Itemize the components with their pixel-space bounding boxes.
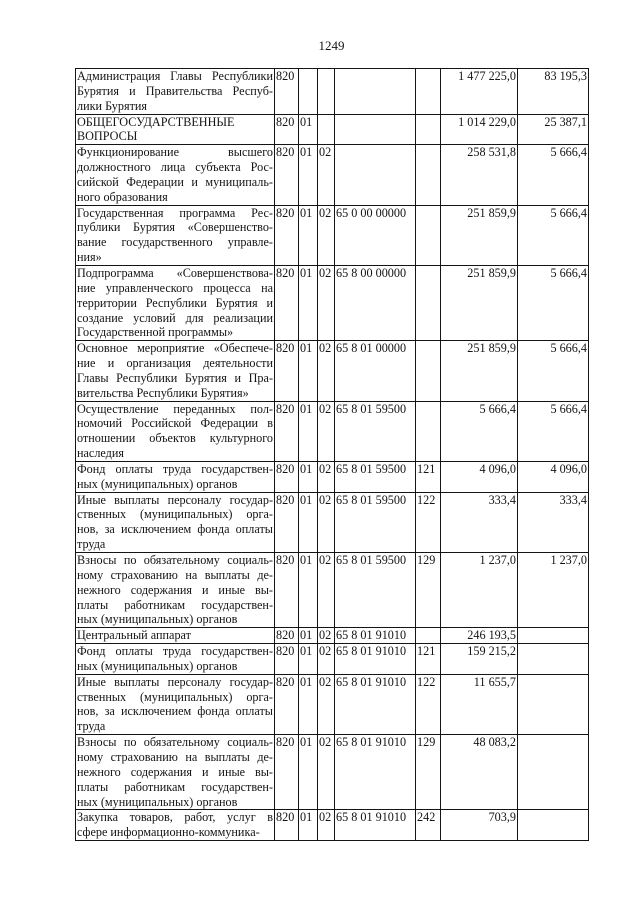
admin-code-cell: 820 (275, 265, 299, 340)
subsection-cell (318, 114, 335, 145)
expense-type-cell: 122 (416, 674, 441, 734)
subsection-cell: 02 (318, 810, 335, 841)
subsection-cell: 02 (318, 644, 335, 675)
item-name-line: наследия (77, 446, 125, 461)
expense-type-cell: 121 (416, 644, 441, 675)
item-name-line: ных (муниципальных) органов (77, 476, 238, 491)
amount-cell: 1 237,0 (441, 553, 518, 628)
section-cell: 01 (299, 644, 318, 675)
admin-code-cell: 820 (275, 205, 299, 265)
expense-type-cell: 129 (416, 553, 441, 628)
target-article-cell (335, 114, 416, 145)
expense-type-cell: 121 (416, 461, 441, 492)
item-name-line: вание государственного управле- (77, 235, 273, 250)
amount-cell: 48 083,2 (441, 735, 518, 810)
expense-type-cell (416, 401, 441, 461)
section-cell: 01 (299, 492, 318, 552)
amount-cell: 251 859,9 (441, 265, 518, 340)
section-cell: 01 (299, 265, 318, 340)
item-name-line: Взносы по обязательному социаль- (77, 735, 273, 750)
amount-cell: 1 477 225,0 (441, 69, 518, 115)
item-name-line: ных (муниципальных) органов (77, 612, 238, 627)
item-name-cell (76, 205, 275, 265)
table-row (76, 401, 589, 461)
table-row (76, 735, 589, 810)
item-name-line: ному страхованию на выплаты де- (77, 749, 273, 764)
item-name-line: сфере информационно-коммуника- (77, 825, 260, 840)
item-name-line: труда (77, 537, 106, 552)
amount2-cell (518, 628, 589, 644)
admin-code-cell: 820 (275, 114, 299, 145)
amount-cell: 258 531,8 (441, 145, 518, 205)
table-row (76, 553, 589, 628)
amount2-cell (518, 674, 589, 734)
item-name-line: Иные выплаты персоналу государ- (77, 492, 273, 507)
subsection-cell: 02 (318, 205, 335, 265)
item-name-line: нежного содержания и иные вы- (77, 764, 273, 779)
table-row (76, 628, 589, 644)
target-article-cell: 65 8 01 91010 (335, 735, 416, 810)
item-name-line: Центральный аппарат (77, 628, 191, 643)
amount2-cell: 5 666,4 (518, 401, 589, 461)
subsection-cell: 02 (318, 492, 335, 552)
expense-type-cell (416, 205, 441, 265)
amount2-cell: 5 666,4 (518, 145, 589, 205)
table-row (76, 145, 589, 205)
admin-code-cell: 820 (275, 644, 299, 675)
item-name-cell (76, 401, 275, 461)
budget-table (75, 68, 589, 841)
amount-cell: 251 859,9 (441, 341, 518, 401)
target-article-cell: 65 8 01 91010 (335, 810, 416, 841)
section-cell: 01 (299, 145, 318, 205)
amount-cell: 11 655,7 (441, 674, 518, 734)
amount2-cell: 5 666,4 (518, 265, 589, 340)
admin-code-cell: 820 (275, 735, 299, 810)
item-name-cell (76, 145, 275, 205)
subsection-cell: 02 (318, 265, 335, 340)
item-name-cell (76, 341, 275, 401)
item-name-cell (76, 644, 275, 675)
amount2-cell (518, 735, 589, 810)
subsection-cell: 02 (318, 553, 335, 628)
item-name-line: сийской Федерации и муниципаль- (77, 174, 273, 189)
table-row (76, 205, 589, 265)
target-article-cell (335, 69, 416, 115)
table-row (76, 114, 589, 145)
item-name-line: ВОПРОСЫ (77, 129, 138, 144)
item-name-line: должностного лица субъекта Рос- (77, 160, 273, 175)
item-name-line: Функционирование высшего (77, 145, 273, 160)
table-row (76, 69, 589, 115)
item-name-cell (76, 114, 275, 145)
item-name-line: нов, за исключением фонда оплаты (77, 522, 273, 537)
item-name-line: нежного содержания и иные вы- (77, 582, 273, 597)
page-number: 1249 (318, 38, 345, 53)
amount2-cell: 1 237,0 (518, 553, 589, 628)
subsection-cell: 02 (318, 145, 335, 205)
table-row (76, 461, 589, 492)
item-name-line: ных (муниципальных) органов (77, 658, 238, 673)
item-name-line: территории Республики Бурятия и (77, 295, 273, 310)
expense-type-cell (416, 628, 441, 644)
expense-type-cell: 129 (416, 735, 441, 810)
section-cell: 01 (299, 114, 318, 145)
target-article-cell: 65 8 01 91010 (335, 674, 416, 734)
admin-code-cell: 820 (275, 674, 299, 734)
target-article-cell: 65 8 01 59500 (335, 553, 416, 628)
table-row (76, 644, 589, 675)
item-name-line: нов, за исключением фонда оплаты (77, 704, 273, 719)
target-article-cell: 65 8 00 00000 (335, 265, 416, 340)
target-article-cell: 65 8 01 59500 (335, 461, 416, 492)
amount2-cell: 5 666,4 (518, 205, 589, 265)
budget-table-body (76, 69, 589, 841)
item-name-line: Фонд оплаты труда государствен- (77, 644, 273, 659)
expense-type-cell (416, 69, 441, 115)
item-name-line: ственных (муниципальных) орга- (77, 507, 273, 522)
item-name-cell (76, 735, 275, 810)
item-name-line: ОБЩЕГОСУДАРСТВЕННЫЕ (77, 114, 235, 129)
amount2-cell (518, 644, 589, 675)
item-name-cell (76, 674, 275, 734)
subsection-cell: 02 (318, 674, 335, 734)
amount-cell: 703,9 (441, 810, 518, 841)
amount2-cell: 83 195,3 (518, 69, 589, 115)
item-name-line: номочий Российской Федерации в (77, 416, 273, 431)
admin-code-cell: 820 (275, 145, 299, 205)
subsection-cell (318, 69, 335, 115)
section-cell: 01 (299, 461, 318, 492)
admin-code-cell: 820 (275, 69, 299, 115)
item-name-line: Основное мероприятие «Обеспече- (77, 341, 273, 356)
item-name-line: Иные выплаты персоналу государ- (77, 674, 273, 689)
expense-type-cell (416, 265, 441, 340)
section-cell: 01 (299, 205, 318, 265)
amount-cell: 246 193,5 (441, 628, 518, 644)
item-name-line: Взносы по обязательному социаль- (77, 553, 273, 567)
admin-code-cell: 820 (275, 553, 299, 628)
target-article-cell (335, 145, 416, 205)
item-name-line: Бурятия и Правительства Респуб- (77, 83, 273, 98)
item-name-cell (76, 628, 275, 644)
admin-code-cell: 820 (275, 628, 299, 644)
target-article-cell: 65 8 01 00000 (335, 341, 416, 401)
item-name-cell (76, 553, 275, 628)
expense-type-cell: 122 (416, 492, 441, 552)
amount-cell: 333,4 (441, 492, 518, 552)
item-name-line: отношении объектов культурного (77, 431, 273, 446)
item-name-line: труда (77, 719, 106, 734)
expense-type-cell: 242 (416, 810, 441, 841)
item-name-line: Фонд оплаты труда государствен- (77, 461, 273, 476)
admin-code-cell: 820 (275, 461, 299, 492)
section-cell: 01 (299, 810, 318, 841)
section-cell: 01 (299, 553, 318, 628)
item-name-line: ному страхованию на выплаты де- (77, 567, 273, 582)
subsection-cell: 02 (318, 735, 335, 810)
table-row (76, 810, 589, 841)
table-row (76, 341, 589, 401)
amount2-cell: 333,4 (518, 492, 589, 552)
item-name-line: Государственная программа Рес- (77, 205, 273, 220)
table-row (76, 674, 589, 734)
item-name-line: Подпрограмма «Совершенствова- (77, 265, 273, 280)
amount2-cell: 25 387,1 (518, 114, 589, 145)
section-cell: 01 (299, 401, 318, 461)
amount2-cell: 4 096,0 (518, 461, 589, 492)
admin-code-cell: 820 (275, 401, 299, 461)
item-name-line: ных (муниципальных) органов (77, 794, 238, 809)
section-cell: 01 (299, 341, 318, 401)
amount-cell: 4 096,0 (441, 461, 518, 492)
item-name-cell (76, 461, 275, 492)
item-name-line: Закупка товаров, работ, услуг в (77, 810, 273, 825)
target-article-cell: 65 8 01 91010 (335, 644, 416, 675)
item-name-line: ного образования (77, 189, 168, 204)
subsection-cell: 02 (318, 461, 335, 492)
admin-code-cell: 820 (275, 810, 299, 841)
item-name-line: ние управленческого процесса на (77, 280, 273, 295)
admin-code-cell: 820 (275, 492, 299, 552)
item-name-cell (76, 810, 275, 841)
expense-type-cell (416, 341, 441, 401)
item-name-line: платы работникам государствен- (77, 779, 273, 794)
item-name-line: публики Бурятия «Совершенство- (77, 220, 273, 235)
item-name-line: вительства Республики Бурятия» (77, 385, 249, 400)
item-name-line: Государственной программы» (77, 325, 234, 340)
target-article-cell: 65 0 00 00000 (335, 205, 416, 265)
item-name-line: ние и организация деятельности (77, 356, 273, 371)
target-article-cell: 65 8 01 59500 (335, 492, 416, 552)
item-name-line: создание условий для реализации (77, 310, 273, 325)
item-name-cell (76, 69, 275, 115)
amount-cell: 159 215,2 (441, 644, 518, 675)
table-row (76, 492, 589, 552)
item-name-line: ния» (77, 250, 102, 265)
item-name-line: лики Бурятия (77, 98, 148, 113)
subsection-cell: 02 (318, 628, 335, 644)
item-name-cell (76, 265, 275, 340)
amount-cell: 1 014 229,0 (441, 114, 518, 145)
amount-cell: 251 859,9 (441, 205, 518, 265)
section-cell: 01 (299, 628, 318, 644)
amount2-cell: 5 666,4 (518, 341, 589, 401)
item-name-line: Администрация Главы Республики (77, 69, 273, 83)
item-name-line: ственных (муниципальных) орга- (77, 689, 273, 704)
target-article-cell: 65 8 01 91010 (335, 628, 416, 644)
amount2-cell (518, 810, 589, 841)
item-name-line: Главы Республики Бурятия и Пра- (77, 370, 273, 385)
subsection-cell: 02 (318, 341, 335, 401)
expense-type-cell (416, 114, 441, 145)
target-article-cell: 65 8 01 59500 (335, 401, 416, 461)
amount-cell: 5 666,4 (441, 401, 518, 461)
section-cell: 01 (299, 674, 318, 734)
item-name-cell (76, 492, 275, 552)
table-row (76, 265, 589, 340)
section-cell (299, 69, 318, 115)
section-cell: 01 (299, 735, 318, 810)
item-name-line: платы работникам государствен- (77, 597, 273, 612)
item-name-line: Осуществление переданных пол- (77, 401, 273, 416)
expense-type-cell (416, 145, 441, 205)
admin-code-cell: 820 (275, 341, 299, 401)
subsection-cell: 02 (318, 401, 335, 461)
